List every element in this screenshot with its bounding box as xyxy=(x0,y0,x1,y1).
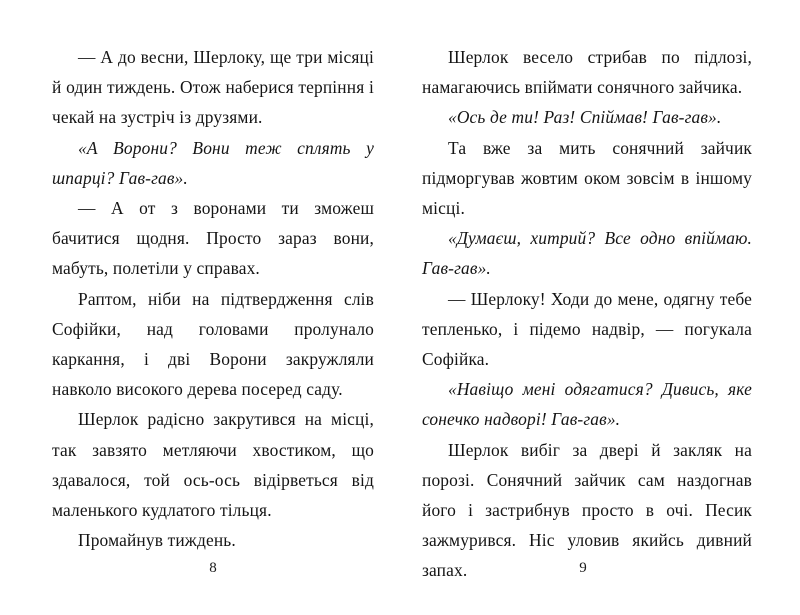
paragraph: — А от з воронами ти зможеш бачитися щодня. Просто зараз вони, мабуть, полетіли у справах. xyxy=(52,198,374,279)
paragraph: Раптом, ніби на підтвердження слів Софійки, над головами пролунало каркання, і дві Ворони закружляли навколо високого дерева посеред саду. xyxy=(52,288,374,400)
page-number-right: 9 xyxy=(579,560,587,576)
paragraph: «Ось де ти! Раз! Спіймав! Гав-гав». xyxy=(448,107,722,128)
left-page-text-column xyxy=(52,42,374,551)
page-number-left: 8 xyxy=(209,560,217,576)
paragraph: «Думаєш, хитрий? Все одно впіймаю. Гав-гав». xyxy=(422,228,752,279)
paragraph: Та вже за мить сонячний зайчик підморгував жовтим оком зовсім в іншому місці. xyxy=(422,137,752,219)
right-page-text-column xyxy=(422,42,752,581)
paragraph: Шерлок весело стрибав по підлозі, намагаючись впіймати сонячного зайчика. xyxy=(422,47,752,98)
paragraph: — А до весни, Шерлоку, ще три місяці й один тиждень. Отож наберися терпіння і чекай на зустріч із друзями. xyxy=(52,47,374,128)
paragraph: «А Ворони? Вони теж сплять у шпарці? Гав-гав». xyxy=(52,137,374,188)
folio-row xyxy=(0,560,800,577)
paragraph: Промайнув тиждень. xyxy=(78,530,236,551)
paragraph: Шерлок радісно закрутився на місці, так завзято метляючи хвостиком, що здавалося, той ось-ось відірветься від маленького кудлатого тільця. xyxy=(52,409,374,521)
paragraph: — Шерлоку! Ходи до мене, одягну тебе тепленько, і підемо надвір, — погукала Софійка. xyxy=(422,288,752,370)
paragraph: «Навіщо мені одягатися? Дивись, яке сонечко надворі! Гав-гав». xyxy=(422,379,752,430)
paragraph: Шерлок вибіг за двері й закляк на порозі. Сонячний зайчик сам наздогнав його і застрибнув просто в очі. Песик зажмурився. Ніс уловив якийсь дивний запах. xyxy=(422,439,752,581)
